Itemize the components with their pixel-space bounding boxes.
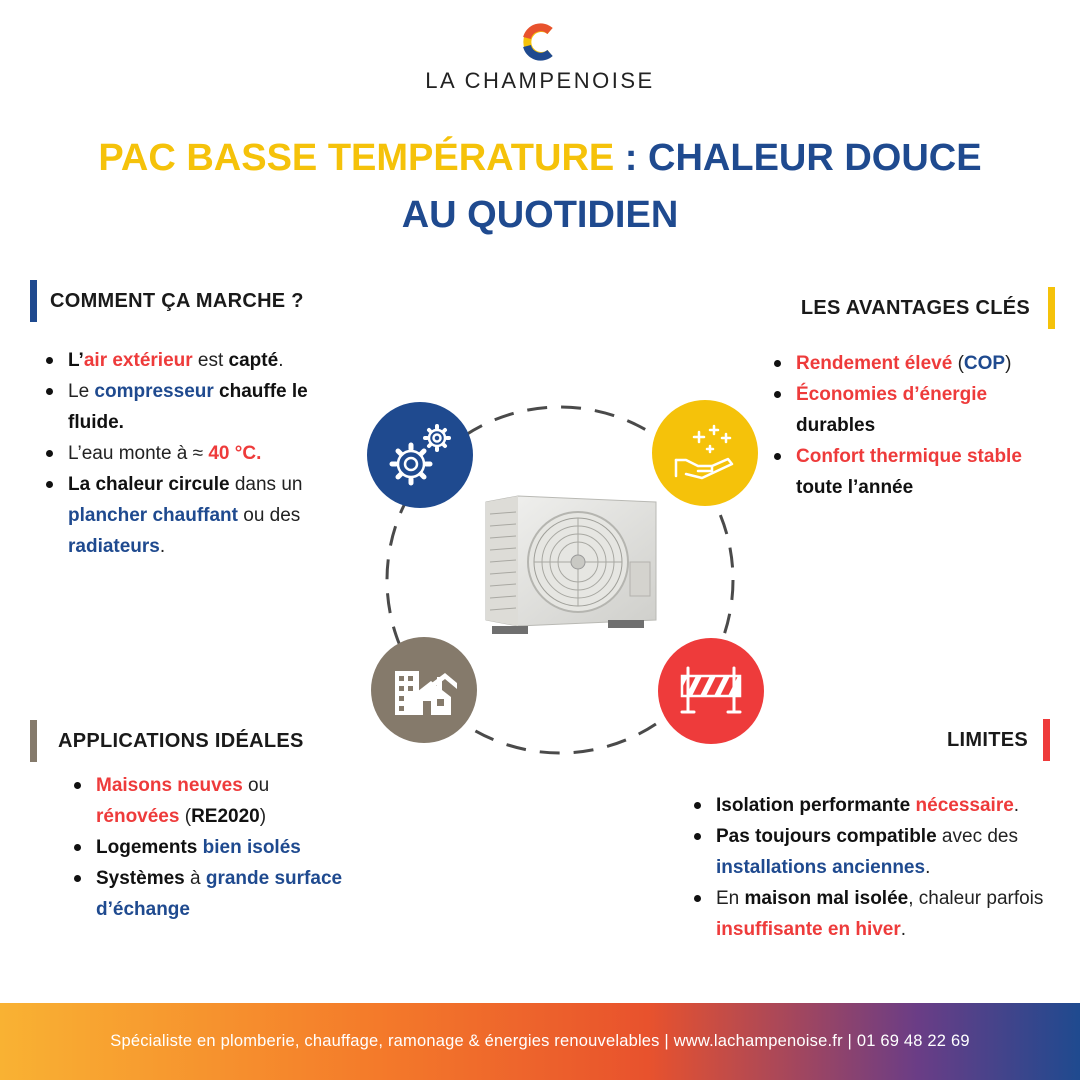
barrier-circle <box>658 638 764 744</box>
adv-heading: LES AVANTAGES CLÉS <box>800 297 1030 319</box>
app-list <box>70 770 350 925</box>
gears-circle <box>367 402 473 508</box>
hand-circle <box>652 400 758 506</box>
list-item: Pas toujours compatible avec des installations anciennes. <box>690 821 1070 883</box>
brand-logo <box>0 22 1080 94</box>
heat-pump-unit-image <box>478 492 660 642</box>
footer-text: Spécialiste en plomberie, chauffage, ramonage & énergies renouvelables | www.lachampenoise.fr | 01 69 48 22 69 <box>110 1032 970 1050</box>
list-item: Confort thermique stable toute l’année <box>770 441 1070 503</box>
list-item: Logements bien isolés <box>70 832 350 863</box>
brand-name: LA CHAMPENOISE <box>425 68 655 93</box>
list-item: L’air extérieur est capté. <box>42 345 352 376</box>
buildings-icon <box>371 637 477 743</box>
list-item: Économies d’énergie durables <box>770 379 1070 441</box>
how-heading: COMMENT ÇA MARCHE ? <box>50 290 304 312</box>
app-accent-bar <box>30 720 37 762</box>
list-item: En maison mal isolée, chaleur parfois insuffisante en hiver. <box>690 883 1070 945</box>
list-item: Isolation performante nécessaire. <box>690 790 1070 821</box>
list-item: Rendement élevé (COP) <box>770 348 1070 379</box>
lim-heading: LIMITES <box>947 729 1028 751</box>
how-accent-bar <box>30 280 37 322</box>
c-logo-icon <box>520 22 560 62</box>
app-heading: APPLICATIONS IDÉALES <box>58 730 304 752</box>
title-part2: CHALEUR DOUCE <box>648 137 982 179</box>
title-part1: PAC BASSE TEMPÉRATURE <box>98 137 615 179</box>
how-list <box>42 345 352 562</box>
buildings-circle <box>371 637 477 743</box>
list-item: La chaleur circule dans un plancher chauffant ou des radiateurs. <box>42 469 352 562</box>
hand-sparkles-icon <box>652 400 758 506</box>
barrier-icon <box>658 638 764 744</box>
page-title <box>0 130 1080 244</box>
title-line2: AU QUOTIDIEN <box>401 194 679 236</box>
gears-icon <box>367 402 473 508</box>
adv-accent-bar <box>1048 287 1055 329</box>
list-item: L’eau monte à ≈ 40 °C. <box>42 438 352 469</box>
list-item: Maisons neuves ou rénovées (RE2020) <box>70 770 350 832</box>
adv-list <box>770 348 1070 503</box>
list-item: Systèmes à grande surface d’échange <box>70 863 350 925</box>
title-sep: : <box>614 137 649 179</box>
list-item: Le compresseur chauffe le fluide. <box>42 376 352 438</box>
lim-list <box>690 790 1070 945</box>
footer-bar <box>0 1003 1080 1080</box>
lim-accent-bar <box>1043 719 1050 761</box>
